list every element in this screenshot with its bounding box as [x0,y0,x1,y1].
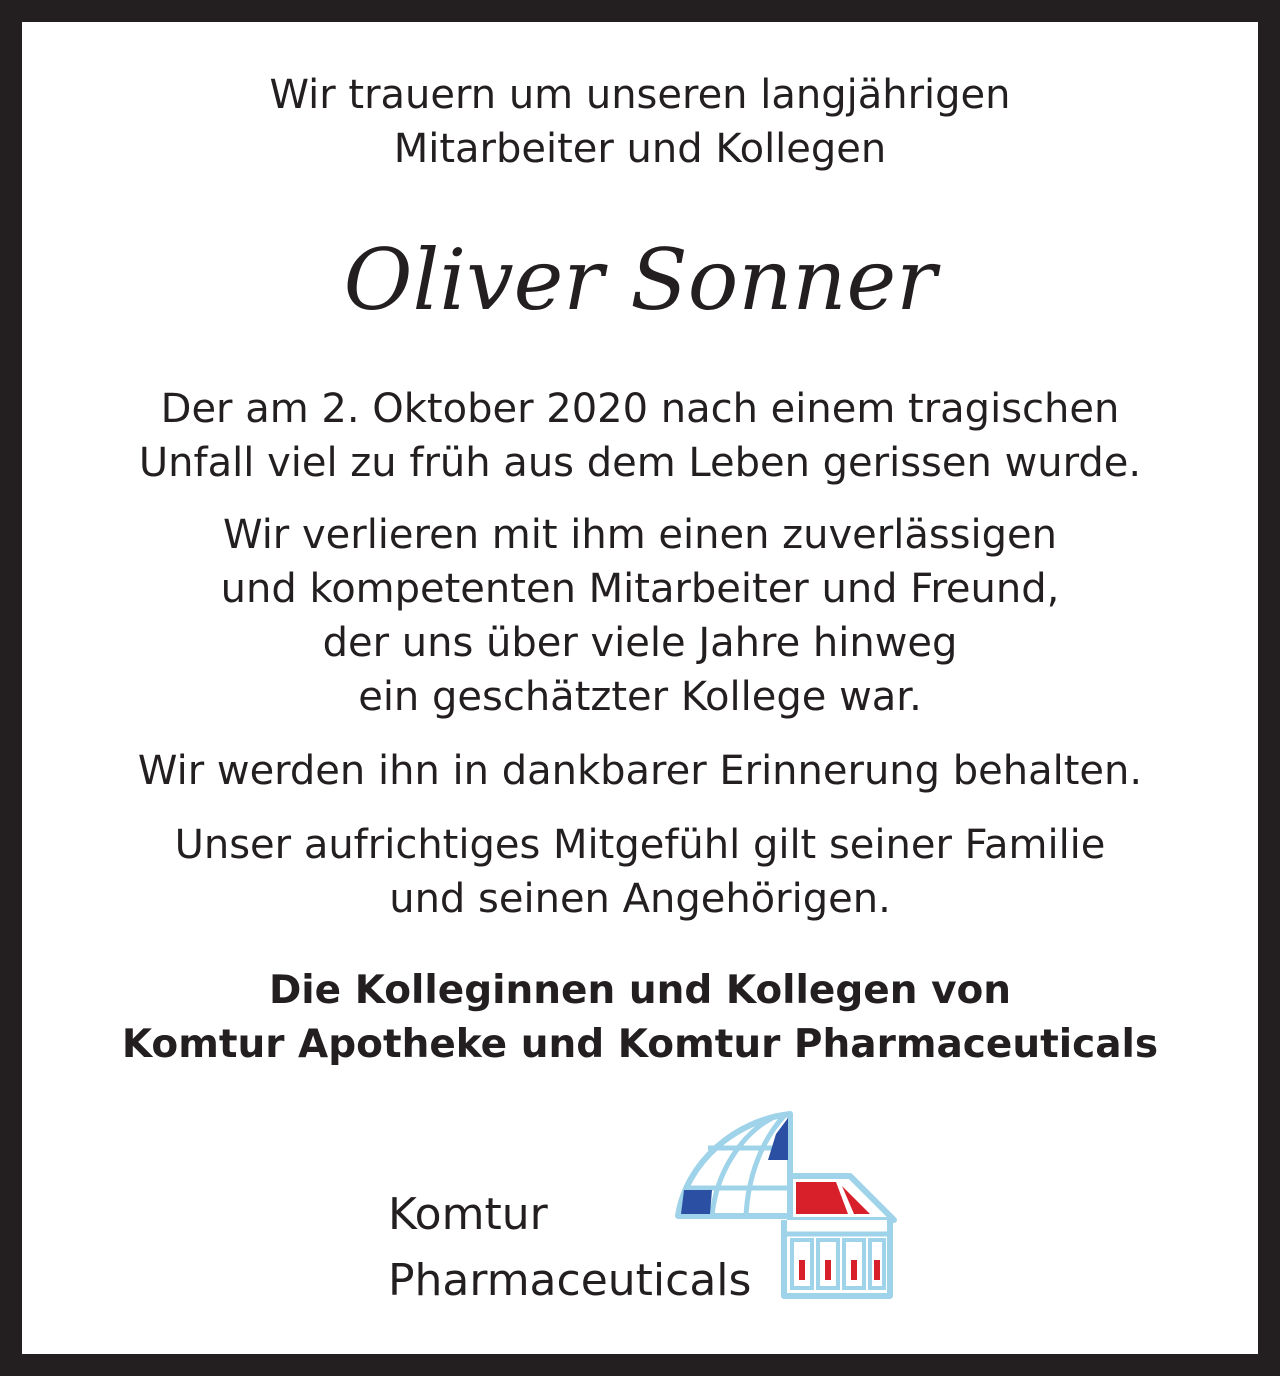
paragraph-2-line-1: Wir verlieren mit ihm einen zuverlässigen [223,512,1057,558]
signature-line-2: Komtur Apotheke und Komtur Pharmaceuticals [121,1022,1159,1067]
paragraph-1-line-1: Der am 2. Oktober 2020 nach einem tragischen [160,386,1120,432]
paragraph-2-line-4: ein geschätzter Kollege war. [358,674,922,720]
paragraph-2-line-2: und kompetenten Mitarbeiter und Freund, [220,566,1060,612]
paragraph-3-line-1: Wir werden ihn in dankbarer Erinnerung behalten. [137,748,1143,794]
komtur-building-logo-icon [672,1110,898,1304]
signature-line-1: Die Kolleginnen und Kollegen von [268,968,1012,1013]
paragraph-4-line-1: Unser aufrichtiges Mitgefühl gilt seiner Familie [174,822,1106,868]
intro-line-1: Wir trauern um unseren langjährigen [269,72,1011,118]
obituary-notice [22,22,1258,1354]
deceased-name: Oliver Sonner [343,231,937,329]
logo-text-line-2: Pharmaceuticals [388,1255,752,1306]
intro-line-2: Mitarbeiter und Kollegen [393,126,887,172]
paragraph-1-line-2: Unfall viel zu früh aus dem Leben gerissen wurde. [138,440,1142,486]
paragraph-4-line-2: und seinen Angehörigen. [389,876,891,922]
paragraph-2-line-3: der uns über viele Jahre hinweg [322,620,958,666]
logo-text-line-1: Komtur [388,1189,548,1240]
